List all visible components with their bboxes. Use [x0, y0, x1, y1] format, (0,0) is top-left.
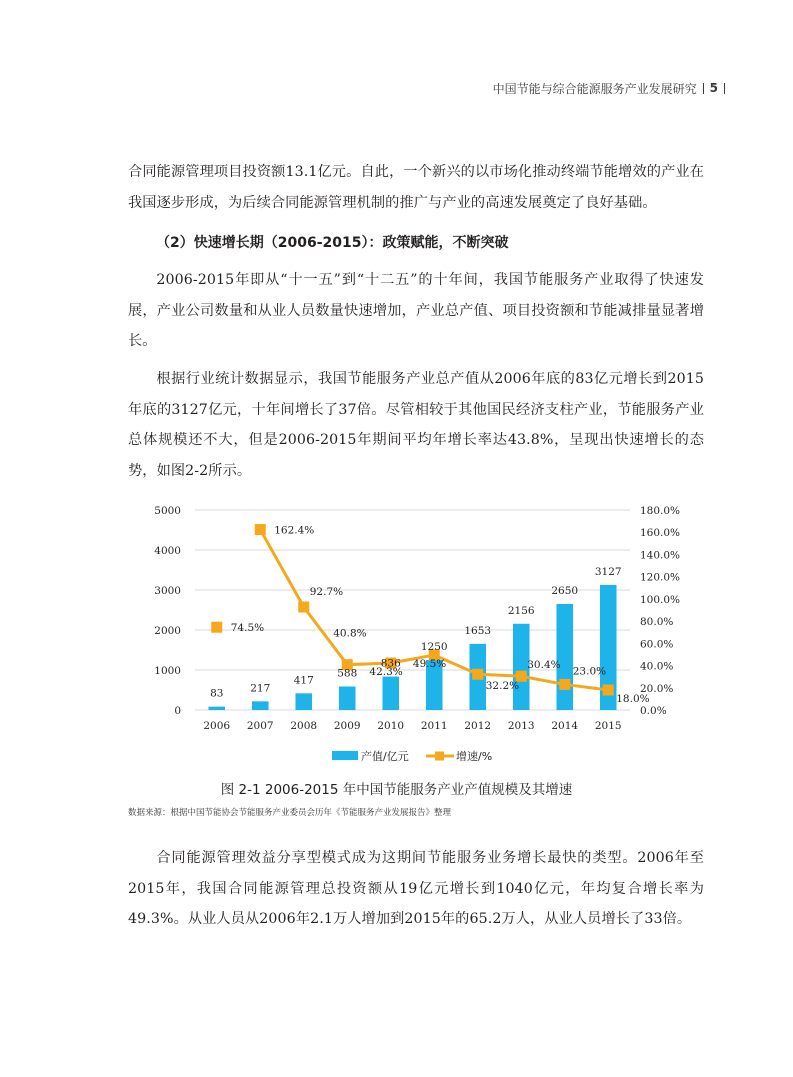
x-tick-label: 2006 [203, 720, 231, 732]
growth-marker-2007 [255, 524, 266, 535]
x-tick-label: 2013 [507, 720, 535, 732]
y-right-tick-label: 160.0% [640, 527, 681, 540]
x-tick-label: 2010 [377, 720, 405, 732]
x-tick-label: 2009 [333, 720, 361, 732]
growth-marker-2014 [559, 679, 570, 690]
y-right-tick-label: 40.0% [640, 660, 674, 673]
divider [703, 83, 704, 94]
bar-value-label: 2156 [507, 604, 535, 617]
growth-marker-2012 [472, 669, 483, 680]
bar-2006 [208, 707, 225, 710]
legend-swatch-bar [332, 751, 358, 760]
x-tick-label: 2015 [594, 720, 622, 732]
y-right-tick-label: 140.0% [640, 549, 681, 562]
chart-legend [332, 749, 492, 763]
paragraph-2: 2006-2015年即从“十一五”到“十二五”的十年间，我国节能服务产业取得了快速发展，产业公司数量和从业人员数量快速增加，产业总产值、项目投资额和节能减排量显著增长。 [128, 272, 704, 349]
running-header-title: 中国节能与综合能源服务产业发展研究 [492, 81, 697, 96]
y-right-tick-label: 60.0% [640, 638, 674, 651]
growth-chart [120, 494, 700, 774]
growth-value-label: 18.0% [616, 693, 650, 705]
bar-value-label: 3127 [594, 565, 622, 578]
growth-value-label: 30.4% [527, 659, 561, 672]
x-tick-label: 2007 [246, 720, 274, 732]
y-left-tick-label: 0 [174, 705, 181, 717]
figure-caption: 图 2-1 2006-2015 年中国节能服务产业产值规模及其增速 [220, 782, 573, 798]
y-left-tick-label: 2000 [154, 625, 181, 637]
growth-value-label: 23.0% [572, 665, 607, 678]
section-subheading: （2）快速增长期（2006-2015）：政策赋能，不断突破 [156, 235, 509, 251]
figure-source: 数据来源：根据中国节能协会节能服务产业委员会历年《节能服务产业发展报告》整理 [128, 808, 452, 818]
bar-value-label: 83 [210, 687, 224, 700]
bar-value-label: 588 [337, 667, 358, 680]
paragraph-3: 根据行业统计数据显示，我国节能服务产业总产值从2006年底的83亿元增长到2015年底的3127亿元，十年间增长了37倍。尽管相较于其他国民经济支柱产业，节能服务产业总体规模还不大，但是2006-2015年期间平均年增长率达43.8%，呈现出快速增长的态势，如图2-2所示。 [128, 371, 704, 479]
y-right-tick-label: 80.0% [640, 616, 674, 629]
growth-marker-2015 [603, 685, 614, 696]
x-tick-label: 2011 [420, 720, 448, 732]
y-left-tick-label: 3000 [154, 585, 181, 597]
growth-value-label: 40.8% [333, 627, 367, 640]
growth-value-label: 74.5% [230, 622, 265, 635]
bar-2010 [382, 677, 399, 710]
growth-marker-2008 [298, 602, 309, 613]
legend-label-bar: 产值/亿元 [361, 750, 409, 763]
page-number: 5 [709, 81, 718, 95]
paragraph-1: 合同能源管理项目投资额13.1亿元。自此，一个新兴的以市场化推动终端节能增效的产业在我国逐步形成，为后续合同能源管理机制的推广与产业的高速发展奠定了良好基础。 [128, 164, 704, 211]
bar-2014 [556, 604, 573, 710]
bar-value-label: 1653 [464, 624, 492, 637]
bar-value-label: 1250 [420, 641, 448, 653]
bar-value-label: 417 [293, 674, 314, 687]
y-right-tick-label: 100.0% [640, 593, 681, 606]
y-left-tick-label: 1000 [154, 665, 181, 677]
growth-marker-2006 [211, 622, 222, 633]
bar-2008 [295, 693, 312, 710]
paragraph-4: 合同能源管理效益分享型模式成为这期间节能服务业务增长最快的类型。2006年至2015年，我国合同能源管理总投资额从19亿元增长到1040亿元，年均复合增长率为49.3%。从业人员从2006年2.1万人增加到2015年的65.2万人，从业人员增长了33倍。 [128, 850, 704, 927]
growth-value-label: 162.4% [274, 524, 315, 537]
y-right-tick-label: 180.0% [640, 505, 681, 517]
bar-value-label: 217 [250, 682, 271, 695]
legend-label-line: 增速/% [456, 750, 493, 763]
legend-swatch-marker [435, 752, 444, 761]
y-right-tick-label: 120.0% [640, 571, 681, 584]
bar-value-label: 836 [380, 657, 401, 670]
bar-2007 [252, 701, 269, 710]
growth-value-label: 42.3% [369, 666, 403, 678]
growth-value-label: 92.7% [309, 586, 344, 598]
bar-2009 [339, 686, 356, 710]
y-right-tick-label: 20.0% [640, 682, 674, 695]
x-tick-label: 2012 [464, 720, 492, 732]
y-left-tick-label: 5000 [154, 505, 181, 517]
bar-value-label: 2650 [551, 585, 579, 597]
growth-value-label: 49.5% [412, 658, 447, 670]
y-left-tick-label: 4000 [154, 545, 181, 557]
x-tick-label: 2008 [290, 720, 318, 732]
divider [724, 83, 725, 94]
running-header [493, 78, 731, 98]
y-right-tick-label: 0.0% [640, 705, 667, 717]
x-tick-label: 2014 [551, 720, 579, 732]
growth-value-label: 32.2% [485, 680, 520, 693]
